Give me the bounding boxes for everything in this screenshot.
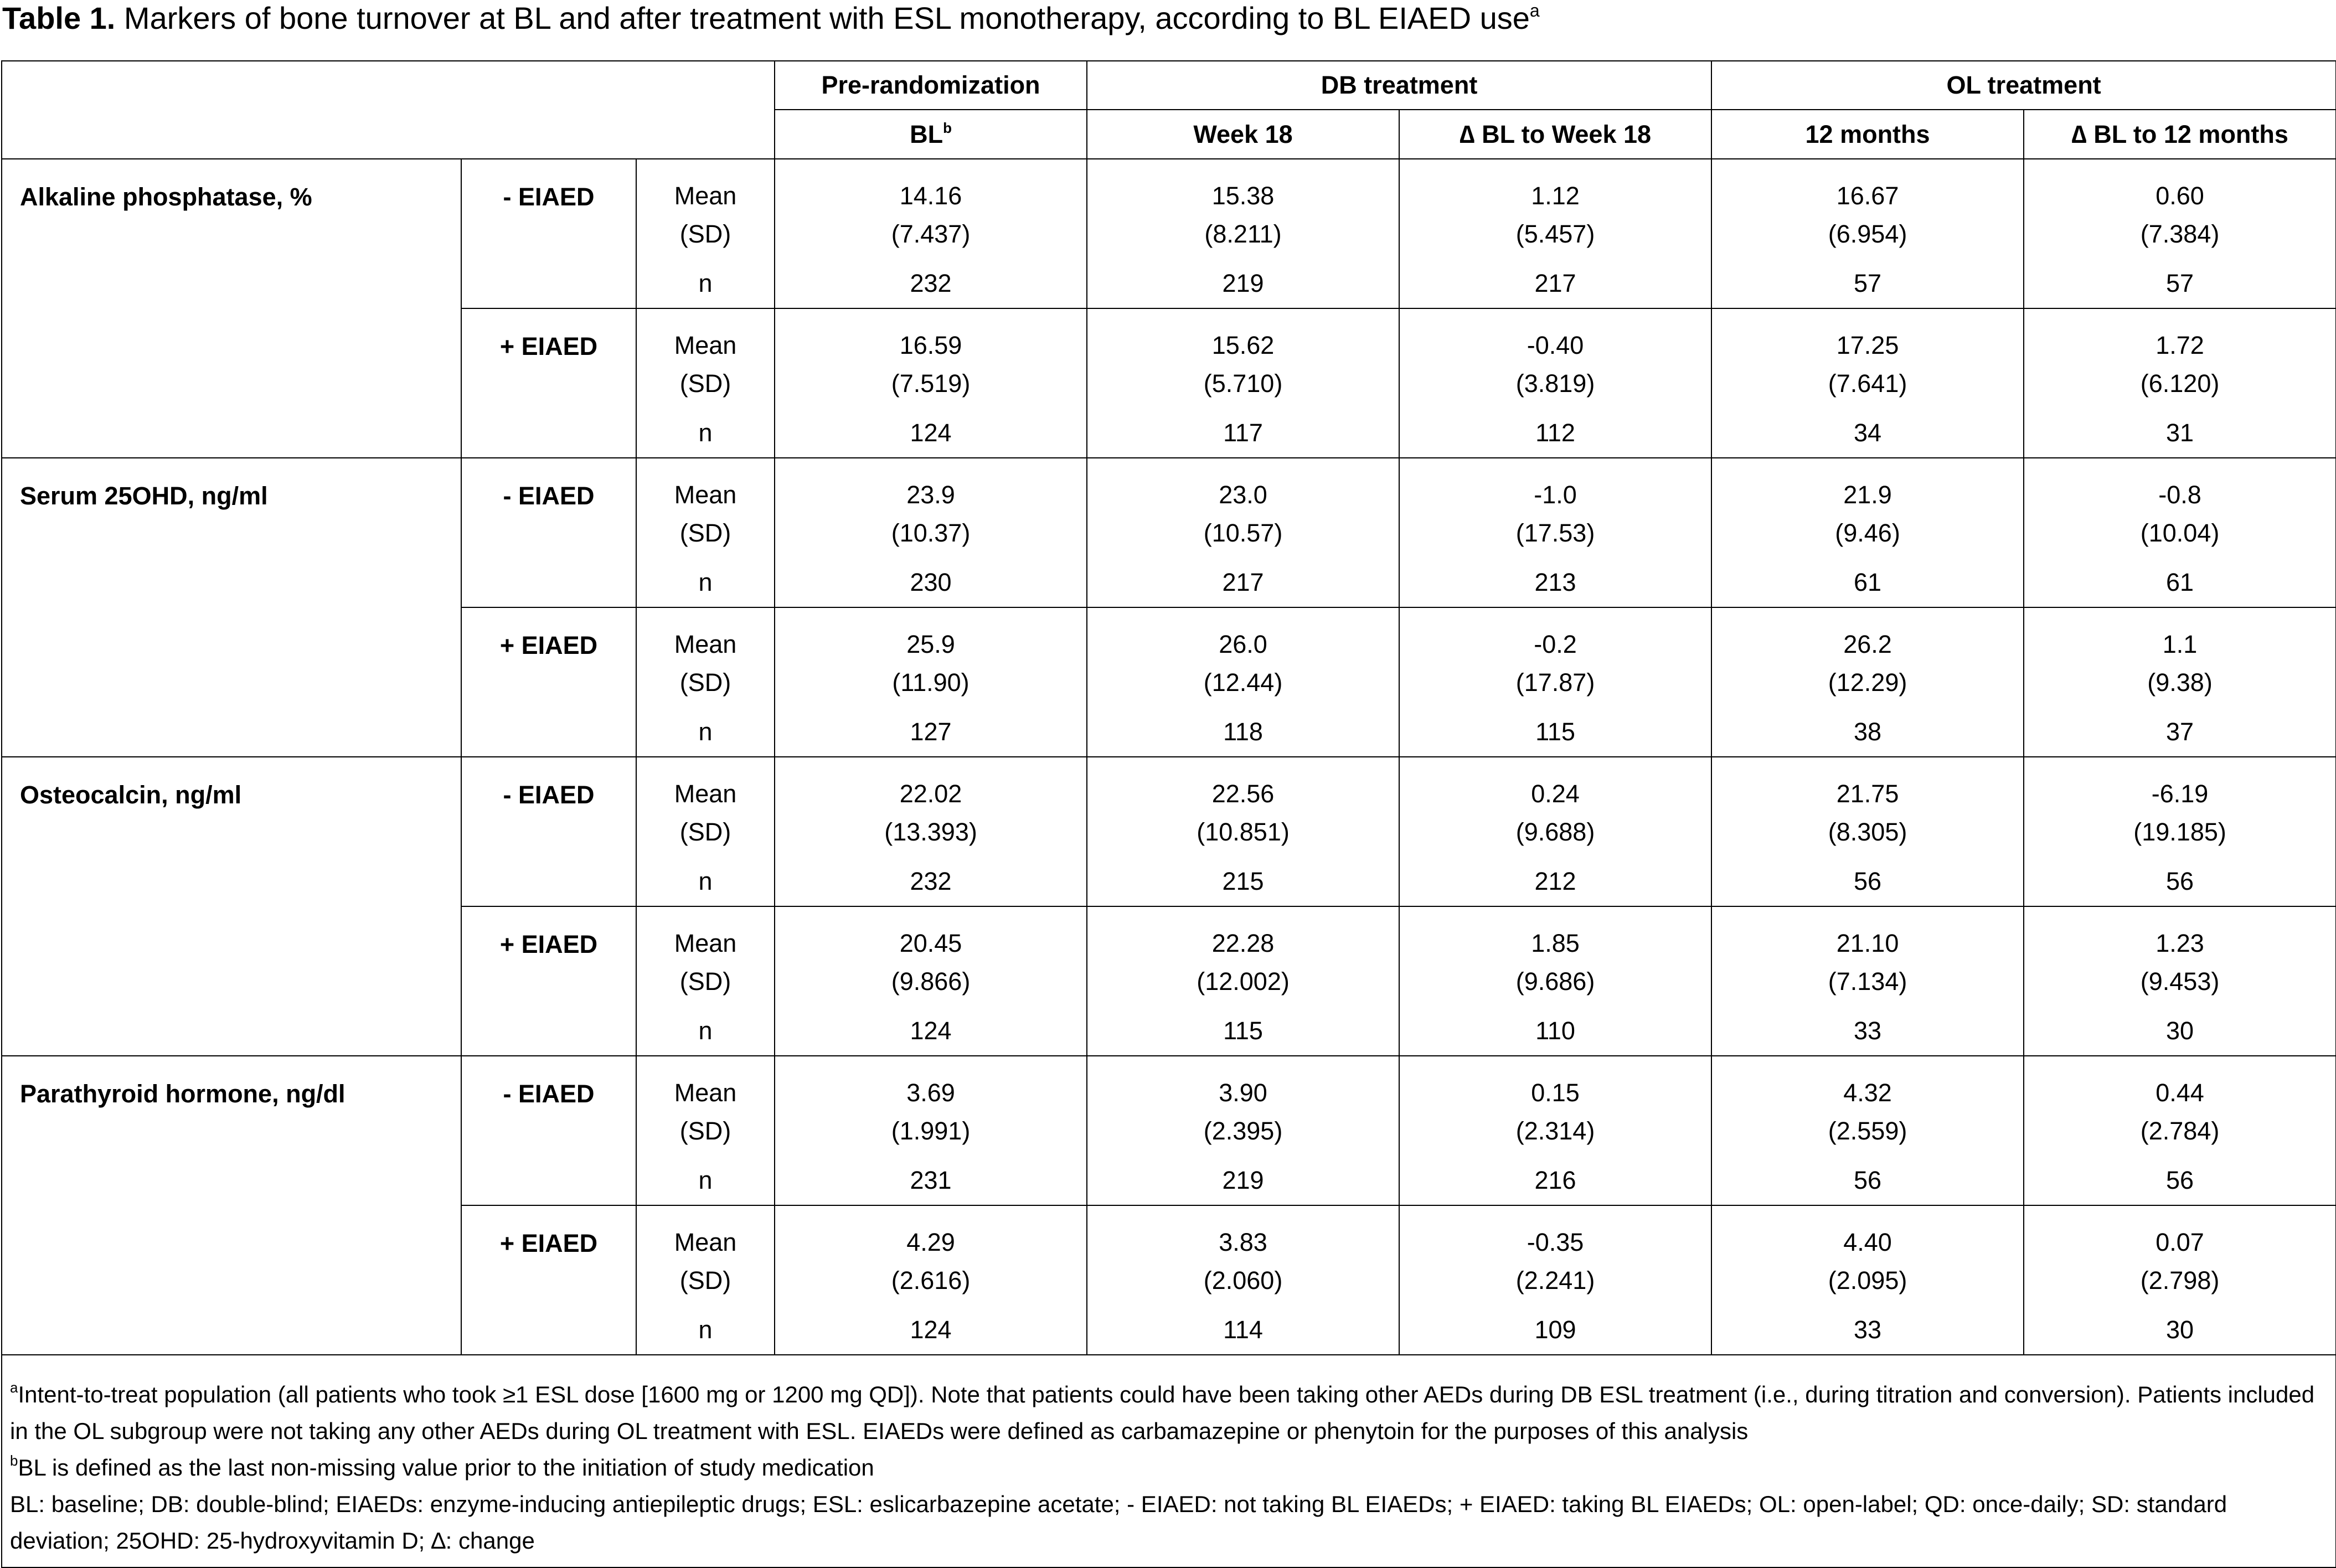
- value: (10.37): [891, 519, 971, 547]
- value: 21.9: [1843, 481, 1892, 509]
- eiaed-group-label: - EIAED: [461, 1056, 636, 1205]
- value: 232: [910, 269, 952, 297]
- value: 56: [1854, 1166, 1882, 1194]
- value-cell: [1087, 308, 1399, 458]
- value: 219: [1222, 1166, 1264, 1194]
- value: 56: [1854, 867, 1882, 895]
- value: -1.0: [1534, 481, 1577, 509]
- value: (2.784): [2140, 1117, 2220, 1145]
- value: 1.85: [1531, 929, 1580, 957]
- value-cell: [1399, 458, 1711, 607]
- value-cell: [1399, 607, 1711, 757]
- value-cell: [2024, 906, 2336, 1056]
- value-cell: [1711, 757, 2024, 906]
- value: 212: [1534, 867, 1576, 895]
- value: (9.38): [2147, 668, 2213, 697]
- value: 37: [2166, 718, 2194, 746]
- marker-name: Serum 25OHD, ng/ml: [2, 458, 461, 757]
- value-cell: [775, 458, 1087, 607]
- stat-label: n: [698, 1316, 713, 1344]
- value: 217: [1222, 568, 1264, 596]
- value-cell: [1711, 1205, 2024, 1355]
- marker-group-row: [2, 159, 2336, 308]
- value: 0.07: [2155, 1228, 2204, 1256]
- value: 25.9: [906, 630, 955, 658]
- value: (2.314): [1515, 1117, 1595, 1145]
- value: 110: [1535, 1017, 1575, 1045]
- value: 30: [2166, 1316, 2194, 1344]
- footnote-row: [2, 1355, 2336, 1567]
- stat-label: Mean: [674, 929, 737, 957]
- value: (5.710): [1203, 369, 1283, 398]
- stat-label: Mean: [674, 182, 737, 210]
- value: 22.56: [1211, 780, 1275, 808]
- value: (7.437): [891, 220, 971, 248]
- stat-label: (SD): [679, 220, 731, 248]
- stat-label: Mean: [674, 481, 737, 509]
- value: 118: [1223, 718, 1263, 746]
- value: 34: [1854, 419, 1882, 447]
- value: 127: [910, 718, 952, 746]
- marker-name: Parathyroid hormone, ng/dl: [2, 1056, 461, 1355]
- value: 4.40: [1843, 1228, 1892, 1256]
- title-footnote-mark: a: [1529, 1, 1540, 20]
- value-cell: [775, 308, 1087, 458]
- stat-label: n: [698, 867, 713, 895]
- stat-labels-cell: [636, 458, 775, 607]
- value: 216: [1534, 1166, 1576, 1194]
- value: 56: [2166, 1166, 2194, 1194]
- value: 57: [1854, 269, 1882, 297]
- value: (2.095): [1828, 1266, 1907, 1294]
- stat-labels-cell: [636, 757, 775, 906]
- eiaed-group-label: - EIAED: [461, 458, 636, 607]
- stat-labels-cell: [636, 308, 775, 458]
- value: (1.991): [891, 1117, 971, 1145]
- value: (9.866): [891, 967, 971, 996]
- header-delta-week-18: ∆ BL to Week 18: [1399, 110, 1711, 159]
- value: 33: [1854, 1017, 1882, 1045]
- value: 3.90: [1219, 1079, 1267, 1107]
- value: (12.44): [1203, 668, 1283, 697]
- value-cell: [2024, 1205, 2336, 1355]
- value: 16.59: [899, 331, 962, 359]
- value: 61: [1854, 568, 1882, 596]
- value: (5.457): [1515, 220, 1595, 248]
- value: 22.02: [899, 780, 962, 808]
- value: (6.120): [2140, 369, 2220, 398]
- value: 15.38: [1211, 182, 1275, 210]
- value: 230: [910, 568, 952, 596]
- marker-name: Alkaline phosphatase, %: [2, 159, 461, 458]
- stat-label: Mean: [674, 1079, 737, 1107]
- value: (10.851): [1197, 818, 1290, 846]
- value-cell: [1711, 607, 2024, 757]
- value-cell: [2024, 607, 2336, 757]
- stat-label: n: [698, 269, 713, 297]
- value: (10.57): [1203, 519, 1283, 547]
- value: 33: [1854, 1316, 1882, 1344]
- value: 231: [910, 1166, 952, 1194]
- value: 215: [1222, 867, 1264, 895]
- value: 21.10: [1836, 929, 1899, 957]
- value-cell: [1087, 159, 1399, 308]
- stat-label: (SD): [679, 668, 731, 697]
- stat-label: Mean: [674, 630, 737, 658]
- value-cell: [1399, 1056, 1711, 1205]
- value: (9.453): [2140, 967, 2220, 996]
- header-corner: [2, 61, 775, 159]
- footnote-a: [10, 1376, 2323, 1450]
- value: 124: [910, 419, 952, 447]
- value-cell: [2024, 308, 2336, 458]
- value: (13.393): [884, 818, 977, 846]
- value: 114: [1223, 1316, 1263, 1344]
- value: 22.28: [1211, 929, 1275, 957]
- table-label: Table 1.: [2, 1, 116, 35]
- value: 26.2: [1843, 630, 1892, 658]
- value: (6.954): [1828, 220, 1907, 248]
- value: 20.45: [899, 929, 962, 957]
- value-cell: [1711, 1056, 2024, 1205]
- value: 219: [1222, 269, 1264, 297]
- value: 0.60: [2155, 182, 2204, 210]
- value: (3.819): [1515, 369, 1595, 398]
- value: -6.19: [2151, 780, 2209, 808]
- value-cell: [1087, 1205, 1399, 1355]
- table-caption: Markers of bone turnover at BL and after treatment with ESL monotherapy, according to BL EIAED use: [115, 1, 1530, 35]
- value: 4.32: [1843, 1079, 1892, 1107]
- value: 30: [2166, 1017, 2194, 1045]
- eiaed-group-label: + EIAED: [461, 607, 636, 757]
- value-cell: [1711, 308, 2024, 458]
- value: 3.69: [906, 1079, 955, 1107]
- value-cell: [775, 1205, 1087, 1355]
- footnote-a-mark: a: [10, 1379, 18, 1396]
- value: 109: [1534, 1316, 1576, 1344]
- value: (7.519): [891, 369, 971, 398]
- value: (10.04): [2140, 519, 2220, 547]
- value: (11.90): [892, 668, 970, 697]
- header-12-months: 12 months: [1711, 110, 2024, 159]
- stat-label: (SD): [679, 1117, 731, 1145]
- marker-group-row: [2, 458, 2336, 607]
- value: 112: [1535, 419, 1575, 447]
- stat-labels-cell: [636, 159, 775, 308]
- value: 1.23: [2155, 929, 2204, 957]
- stat-labels-cell: [636, 607, 775, 757]
- header-pre-randomization: Pre-randomization: [775, 61, 1087, 110]
- value-cell: [1399, 906, 1711, 1056]
- abbreviations: BL: baseline; DB: double-blind; EIAEDs: enzyme-inducing antiepileptic drugs; ESL: eslicarbazepine acetate; - EIAED: not taking BL EIAEDs; + EIAED: taking BL EIAEDs; OL: open-label; QD: once-daily; SD: standard deviation; 25OHD: 25-hydroxyvitamin D; ∆: change: [10, 1491, 2227, 1554]
- marker-group-row: [2, 757, 2336, 906]
- value-cell: [1087, 906, 1399, 1056]
- eiaed-group-label: + EIAED: [461, 1205, 636, 1355]
- value: 15.62: [1211, 331, 1275, 359]
- value: 117: [1223, 419, 1263, 447]
- header-delta-12-months: ∆ BL to 12 months: [2024, 110, 2336, 159]
- eiaed-group-label: + EIAED: [461, 308, 636, 458]
- value-cell: [1711, 906, 2024, 1056]
- value-cell: [1711, 159, 2024, 308]
- value-cell: [775, 757, 1087, 906]
- eiaed-group-label: - EIAED: [461, 159, 636, 308]
- value-cell: [2024, 1056, 2336, 1205]
- value: (2.616): [891, 1266, 971, 1294]
- value: 1.12: [1531, 182, 1580, 210]
- value: 1.72: [2155, 331, 2204, 359]
- footnote-a-text: Intent-to-treat population (all patients who took ≥1 ESL dose [1600 mg or 1200 mg QD]). Note that patients could have been taking other AEDs during DB ESL treatment (i.e., during titration and conversion). Patients included in the OL subgroup were not taking any other AEDs during OL treatment with ESL. EIAEDs were defined as carbamazepine or phenytoin for the purposes of this analysis: [10, 1381, 2315, 1444]
- stat-label: n: [698, 1166, 713, 1194]
- stat-labels-cell: [636, 906, 775, 1056]
- value: -0.35: [1527, 1228, 1584, 1256]
- value: (12.29): [1828, 668, 1907, 697]
- value-cell: [2024, 458, 2336, 607]
- marker-name: Osteocalcin, ng/ml: [2, 757, 461, 1056]
- value: (2.241): [1515, 1266, 1595, 1294]
- stat-label: Mean: [674, 780, 737, 808]
- value: 21.75: [1836, 780, 1899, 808]
- value: 115: [1223, 1017, 1263, 1045]
- header-week-18: Week 18: [1087, 110, 1399, 159]
- header-bl-footnote-mark: b: [943, 119, 952, 136]
- value: 26.0: [1219, 630, 1267, 658]
- value: (7.134): [1828, 967, 1907, 996]
- value: (7.641): [1828, 369, 1907, 398]
- value: 3.83: [1219, 1228, 1267, 1256]
- value-cell: [775, 906, 1087, 1056]
- value: 0.15: [1531, 1079, 1580, 1107]
- value: -0.8: [2158, 481, 2201, 509]
- value: 61: [2166, 568, 2194, 596]
- value-cell: [775, 1056, 1087, 1205]
- value-cell: [775, 607, 1087, 757]
- footnotes: [2, 1355, 2336, 1567]
- value: -0.40: [1527, 331, 1584, 359]
- eiaed-group-label: + EIAED: [461, 906, 636, 1056]
- value: (19.185): [2133, 818, 2226, 846]
- stat-label: (SD): [679, 1266, 731, 1294]
- value-cell: [1087, 1056, 1399, 1205]
- footnote-b-mark: b: [10, 1452, 18, 1469]
- value: (2.798): [2140, 1266, 2220, 1294]
- header-bl: [775, 110, 1087, 159]
- header-ol-treatment: OL treatment: [1711, 61, 2336, 110]
- value: 4.29: [906, 1228, 955, 1256]
- value: 124: [910, 1316, 952, 1344]
- stat-label: Mean: [674, 331, 737, 359]
- stat-label: n: [698, 1017, 713, 1045]
- table-title: [2, 0, 1540, 37]
- value-cell: [2024, 159, 2336, 308]
- footnote-b: [10, 1450, 2323, 1486]
- value: (8.211): [1204, 220, 1282, 248]
- stat-label: n: [698, 568, 713, 596]
- value: (2.060): [1203, 1266, 1283, 1294]
- header-db-treatment: DB treatment: [1087, 61, 1711, 110]
- value: (12.002): [1197, 967, 1290, 996]
- value-cell: [1399, 757, 1711, 906]
- value: 124: [910, 1017, 952, 1045]
- value: (2.559): [1828, 1117, 1907, 1145]
- value: -0.2: [1534, 630, 1577, 658]
- value: (9.688): [1515, 818, 1595, 846]
- stat-labels-cell: [636, 1056, 775, 1205]
- value: (17.87): [1515, 668, 1595, 697]
- stat-label: (SD): [679, 369, 731, 398]
- data-table: [1, 60, 2336, 1568]
- stat-label: n: [698, 419, 713, 447]
- marker-group-row: [2, 1056, 2336, 1205]
- value: 38: [1854, 718, 1882, 746]
- value: 217: [1534, 269, 1576, 297]
- value: 56: [2166, 867, 2194, 895]
- header-bl-label: BL: [910, 120, 943, 148]
- value-cell: [1087, 458, 1399, 607]
- eiaed-group-label: - EIAED: [461, 757, 636, 906]
- value-cell: [2024, 757, 2336, 906]
- value: (7.384): [2140, 220, 2220, 248]
- stat-label: n: [698, 718, 713, 746]
- stat-label: Mean: [674, 1228, 737, 1256]
- value-cell: [1087, 607, 1399, 757]
- value: 232: [910, 867, 952, 895]
- value: 23.9: [906, 481, 955, 509]
- value: (8.305): [1828, 818, 1907, 846]
- footnote-b-text: BL is defined as the last non-missing value prior to the initiation of study medication: [18, 1454, 874, 1481]
- value: (9.46): [1835, 519, 1900, 547]
- value: 16.67: [1836, 182, 1899, 210]
- value-cell: [1399, 308, 1711, 458]
- value: (9.686): [1515, 967, 1595, 996]
- header-row-groups: [2, 61, 2336, 110]
- stat-label: (SD): [679, 519, 731, 547]
- value: 31: [2166, 419, 2194, 447]
- value-cell: [1399, 1205, 1711, 1355]
- value: 17.25: [1836, 331, 1899, 359]
- value-cell: [775, 159, 1087, 308]
- value: 57: [2166, 269, 2194, 297]
- value: 23.0: [1219, 481, 1267, 509]
- value: 14.16: [899, 182, 962, 210]
- stat-label: (SD): [679, 818, 731, 846]
- value-cell: [1399, 159, 1711, 308]
- stat-label: (SD): [679, 967, 731, 996]
- stat-labels-cell: [636, 1205, 775, 1355]
- value: 213: [1534, 568, 1576, 596]
- value: 0.24: [1531, 780, 1580, 808]
- value: 1.1: [2162, 630, 2198, 658]
- value: 0.44: [2155, 1079, 2204, 1107]
- value-cell: [1087, 757, 1399, 906]
- value: (2.395): [1203, 1117, 1283, 1145]
- value: 115: [1535, 718, 1575, 746]
- value: (17.53): [1515, 519, 1595, 547]
- value-cell: [1711, 458, 2024, 607]
